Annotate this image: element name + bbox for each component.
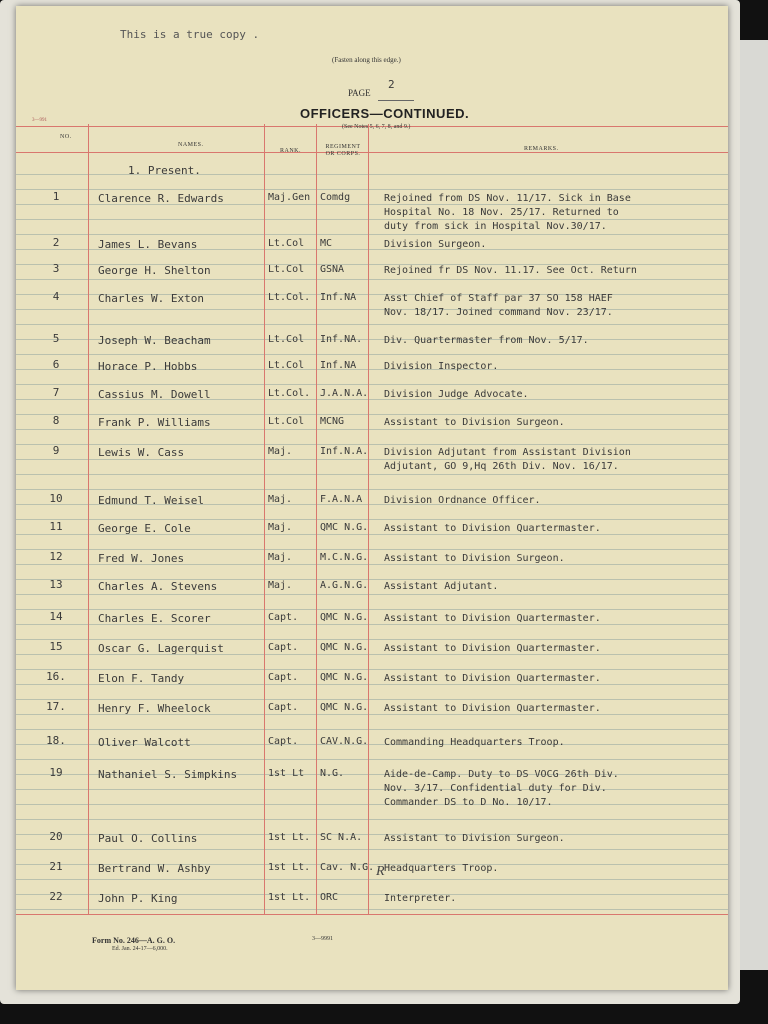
remark-line: Division Judge Advocate. <box>384 389 529 400</box>
row-number: 4 <box>52 290 60 303</box>
remark-line: Interpreter. <box>384 893 457 904</box>
remark-line: Hospital No. 18 Nov. 25/17. Returned to <box>384 207 619 218</box>
officer-corps: ORC <box>320 892 339 903</box>
column-header-rank: RANK. <box>280 148 302 154</box>
ruled-line <box>16 324 728 325</box>
officer-rank: Lt.Col <box>268 334 305 345</box>
row-number: 1 <box>52 190 60 203</box>
remark-line: duty from sick in Hospital Nov.30/17. <box>384 221 607 232</box>
table-row <box>16 262 728 292</box>
table-row <box>16 520 728 550</box>
officer-name: Clarence R. Edwards <box>98 192 224 205</box>
officer-remarks <box>384 580 498 594</box>
officer-name: Nathaniel S. Simpkins <box>98 768 238 781</box>
officer-remarks <box>384 522 601 536</box>
officer-rank: Capt. <box>268 642 299 653</box>
officer-corps: J.A.N.A. <box>320 388 369 399</box>
officer-remarks <box>384 360 498 374</box>
table-row <box>16 190 728 232</box>
officer-remarks <box>384 446 631 474</box>
officer-remarks <box>384 238 486 252</box>
remark-line: Assistant to Division Quartermaster. <box>384 523 601 534</box>
officer-rank: Maj. <box>268 494 293 505</box>
page-number-underline <box>378 100 414 101</box>
table-row <box>16 830 728 860</box>
officer-name: Joseph W. Beacham <box>98 334 211 347</box>
officer-remarks <box>384 416 565 430</box>
officer-rank: Maj. <box>268 580 293 591</box>
officer-corps: QMC N.G. <box>320 522 369 533</box>
officer-remarks <box>384 736 565 750</box>
remark-line: Aide-de-Camp. Duty to DS VOCG 26th Div. <box>384 769 619 780</box>
row-number: 20 <box>49 830 63 843</box>
officer-remarks <box>384 192 631 234</box>
officer-rank: Maj. <box>268 446 293 457</box>
table-row <box>16 734 728 764</box>
row-number: 13 <box>49 578 63 591</box>
officer-name: Charles A. Stevens <box>98 580 218 593</box>
ruled-line <box>16 474 728 475</box>
officer-name: James L. Bevans <box>98 238 198 251</box>
officer-remarks <box>384 612 601 626</box>
remark-line: Division Ordnance Officer. <box>384 495 541 506</box>
table-row <box>16 640 728 670</box>
officer-corps: QMC N.G. <box>320 612 369 623</box>
officer-remarks <box>384 672 601 686</box>
row-number: 18. <box>46 734 66 747</box>
officer-remarks <box>384 862 498 876</box>
officer-rank: Lt.Col. <box>268 388 311 399</box>
officer-name: Elon F. Tandy <box>98 672 185 685</box>
officer-corps: Cav. N.G. <box>320 862 375 873</box>
row-number: 14 <box>49 610 63 623</box>
officer-remarks <box>384 892 456 906</box>
remark-line: Assistant to Division Quartermaster. <box>384 673 601 684</box>
officer-corps: N.G. <box>320 768 345 779</box>
officer-remarks <box>384 292 613 320</box>
row-number: 12 <box>49 550 63 563</box>
officer-rank: 1st Lt. <box>268 862 311 873</box>
officer-corps: QMC N.G. <box>320 702 369 713</box>
officer-rank: Maj. <box>268 552 293 563</box>
officer-rank: 1st Lt. <box>268 892 311 903</box>
page-number: 2 <box>388 78 395 91</box>
officer-rank: 1st Lt. <box>268 832 311 843</box>
officer-rank: Lt.Col <box>268 416 305 427</box>
corner-code: 3—991 <box>32 118 47 123</box>
officer-corps: A.G.N.G. <box>320 580 369 591</box>
table-row <box>16 358 728 388</box>
row-number: 21 <box>49 860 63 873</box>
ruled-line <box>16 804 728 805</box>
officer-remarks <box>384 334 589 348</box>
row-number: 10 <box>49 492 63 505</box>
row-number: 11 <box>49 520 63 533</box>
column-header-remarks: REMARKS. <box>524 146 559 152</box>
officer-rank: Capt. <box>268 736 299 747</box>
row-number: 8 <box>52 414 60 427</box>
officer-name: George E. Cole <box>98 522 191 535</box>
remark-line: Commander DS to D No. 10/17. <box>384 797 553 808</box>
remark-line: Division Inspector. <box>384 361 499 372</box>
officer-remarks <box>384 768 619 810</box>
column-header-names: NAMES. <box>178 142 204 148</box>
row-number: 17. <box>46 700 66 713</box>
officer-rank: Capt. <box>268 702 299 713</box>
officer-corps: Inf.NA <box>320 292 357 303</box>
remark-line: Adjutant, GO 9,Hq 26th Div. Nov. 16/17. <box>384 461 619 472</box>
remark-line: Nov. 18/17. Joined command Nov. 23/17. <box>384 307 613 318</box>
remark-line: Commanding Headquarters Troop. <box>384 737 565 748</box>
page-label: PAGE <box>348 88 371 98</box>
officer-remarks <box>384 642 601 656</box>
remark-line: Assistant to Division Surgeon. <box>384 417 565 428</box>
officer-name: Henry F. Wheelock <box>98 702 211 715</box>
row-number: 2 <box>52 236 60 249</box>
officer-remarks <box>384 264 637 278</box>
table-row <box>16 414 728 444</box>
officer-rank: Lt.Col <box>268 238 305 249</box>
table-row <box>16 860 728 890</box>
officer-name: Edmund T. Weisel <box>98 494 204 507</box>
row-number: 6 <box>52 358 60 371</box>
remark-line: Rejoined fr DS Nov. 11.17. See Oct. Return <box>384 265 637 276</box>
remark-line: Rejoined from DS Nov. 11/17. Sick in Base <box>384 193 631 204</box>
header-bottom-rule <box>16 152 728 153</box>
row-number: 16. <box>46 670 66 683</box>
officer-remarks <box>384 388 529 402</box>
officer-name: Oliver Walcott <box>98 736 191 749</box>
true-copy-note: This is a true copy . <box>120 28 260 41</box>
officer-corps: MCNG <box>320 416 345 427</box>
officer-corps: SC N.A. <box>320 832 363 843</box>
officer-rank: Capt. <box>268 612 299 623</box>
notes-reference: (See Notes 5, 6, 7, 8, and 9.) <box>342 124 411 130</box>
officer-rank: Maj. <box>268 522 293 533</box>
officer-name: Bertrand W. Ashby <box>98 862 211 875</box>
officer-corps: Inf.N.A. <box>320 446 369 457</box>
row-number: 7 <box>52 386 60 399</box>
handwritten-mark: R <box>376 864 385 879</box>
officer-rank: 1st Lt <box>268 768 305 779</box>
officer-name: Fred W. Jones <box>98 552 185 565</box>
row-number: 22 <box>49 890 63 903</box>
officer-rank: Capt. <box>268 672 299 683</box>
officer-corps: CAV.N.G. <box>320 736 369 747</box>
officer-remarks <box>384 832 565 846</box>
row-number: 15 <box>49 640 63 653</box>
table-row <box>16 578 728 608</box>
remark-line: Assistant to Division Surgeon. <box>384 833 565 844</box>
officer-name: Lewis W. Cass <box>98 446 185 459</box>
officer-corps: QMC N.G. <box>320 642 369 653</box>
ruled-line <box>16 489 728 490</box>
officer-corps: F.A.N.A <box>320 494 363 505</box>
table-row <box>16 290 728 320</box>
section-label: 1. Present. <box>128 164 201 177</box>
officer-rank: Lt.Col <box>268 360 305 371</box>
officer-name: Horace P. Hobbs <box>98 360 198 373</box>
officer-name: Oscar G. Lagerquist <box>98 642 224 655</box>
remark-line: Headquarters Troop. <box>384 863 499 874</box>
remark-line: Assistant to Division Quartermaster. <box>384 703 601 714</box>
column-header-no: NO. <box>60 134 72 140</box>
remark-line: Assistant to Division Quartermaster. <box>384 613 601 624</box>
remark-line: Assistant to Division Quartermaster. <box>384 643 601 654</box>
officer-corps: Inf.NA. <box>320 334 363 345</box>
ruled-line <box>16 234 728 235</box>
table-row <box>16 670 728 700</box>
page-title: OFFICERS—CONTINUED. <box>300 106 470 121</box>
officer-name: George H. Shelton <box>98 264 211 277</box>
officer-corps: QMC N.G. <box>320 672 369 683</box>
column-header-regiment: REGIMENT OR CORPS. <box>325 144 361 157</box>
table-row <box>16 610 728 640</box>
officer-rank: Lt.Col. <box>268 292 311 303</box>
officer-remarks <box>384 702 601 716</box>
ruled-line <box>16 819 728 820</box>
row-number: 19 <box>49 766 63 779</box>
row-number: 5 <box>52 332 60 345</box>
remark-line: Division Adjutant from Assistant Division <box>384 447 631 458</box>
remark-line: Div. Quartermaster from Nov. 5/17. <box>384 335 589 346</box>
remark-line: Division Surgeon. <box>384 239 487 250</box>
table-row <box>16 766 728 808</box>
officer-corps: MC <box>320 238 333 249</box>
remark-line: Assistant Adjutant. <box>384 581 499 592</box>
officer-name: Cassius M. Dowell <box>98 388 211 401</box>
remark-line: Assistant to Division Surgeon. <box>384 553 565 564</box>
fasten-note: (Fasten along this edge.) <box>332 56 401 64</box>
officer-rank: Maj.Gen <box>268 192 311 203</box>
officer-name: Paul O. Collins <box>98 832 198 845</box>
table-row <box>16 550 728 580</box>
table-row <box>16 700 728 730</box>
officer-corps: Inf.NA <box>320 360 357 371</box>
officer-name: John P. King <box>98 892 178 905</box>
officer-name: Charles E. Scorer <box>98 612 211 625</box>
form-edition: Ed. Jan. 24-17—6,000. <box>112 946 168 952</box>
table-row <box>16 386 728 416</box>
table-row <box>16 890 728 920</box>
row-number: 3 <box>52 262 60 275</box>
officer-corps: GSNA <box>320 264 345 275</box>
document-page <box>16 6 728 990</box>
officer-rank: Lt.Col <box>268 264 305 275</box>
officer-name: Frank P. Williams <box>98 416 211 429</box>
officer-corps: Comdg <box>320 192 351 203</box>
officer-remarks <box>384 494 541 508</box>
officer-corps: M.C.N.G. <box>320 552 369 563</box>
table-row <box>16 444 728 474</box>
row-number: 9 <box>52 444 60 457</box>
ruled-line <box>16 174 728 175</box>
remark-line: Asst Chief of Staff par 37 SO 158 HAEF <box>384 293 613 304</box>
footer-code: 3—9991 <box>312 936 333 942</box>
officer-name: Charles W. Exton <box>98 292 204 305</box>
table-row <box>16 492 728 522</box>
form-number: Form No. 246—A. G. O. <box>92 936 176 945</box>
officer-remarks <box>384 552 565 566</box>
remark-line: Nov. 3/17. Confidential duty for Div. <box>384 783 607 794</box>
